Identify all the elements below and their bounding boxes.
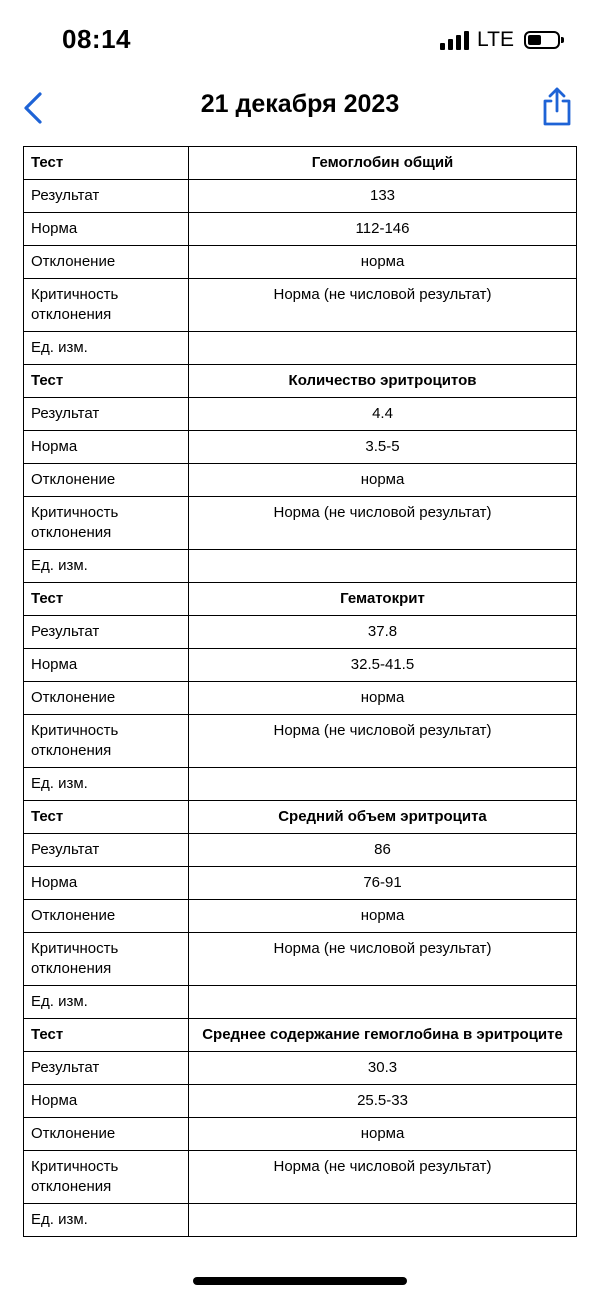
- norm-row-label: Норма: [24, 867, 189, 900]
- norm-row: [24, 431, 577, 464]
- network-label: LTE: [477, 28, 514, 51]
- deviation-row-label: Отклонение: [24, 1118, 189, 1151]
- units-row-value: [189, 768, 577, 801]
- criticality-row-label: Критичность отклонения: [24, 279, 189, 332]
- status-bar: [0, 0, 600, 80]
- test-name-row-value: Количество эритроцитов: [189, 365, 577, 398]
- result-row: [24, 398, 577, 431]
- criticality-row-label: Критичность отклонения: [24, 1151, 189, 1204]
- test-name-row-label: Тест: [24, 801, 189, 834]
- result-row-label: Результат: [24, 398, 189, 431]
- norm-row: [24, 1085, 577, 1118]
- test-name-row-value: Средний объем эритроцита: [189, 801, 577, 834]
- deviation-row-label: Отклонение: [24, 900, 189, 933]
- deviation-row-label: Отклонение: [24, 246, 189, 279]
- deviation-row-value: норма: [189, 464, 577, 497]
- test-name-row: [24, 147, 577, 180]
- test-name-row-label: Тест: [24, 1019, 189, 1052]
- deviation-row-value: норма: [189, 900, 577, 933]
- results-table-container[interactable]: [23, 146, 577, 1244]
- result-row-label: Результат: [24, 616, 189, 649]
- norm-row-label: Норма: [24, 431, 189, 464]
- test-name-row-label: Тест: [24, 147, 189, 180]
- criticality-row: [24, 279, 577, 332]
- deviation-row: [24, 246, 577, 279]
- page-title: 21 декабря 2023: [200, 90, 400, 118]
- norm-row-label: Норма: [24, 213, 189, 246]
- share-icon: [540, 86, 574, 128]
- deviation-row-label: Отклонение: [24, 464, 189, 497]
- share-button[interactable]: [540, 86, 574, 128]
- result-row: [24, 616, 577, 649]
- criticality-row-value: Норма (не числовой результат): [189, 715, 577, 768]
- results-table: [23, 146, 577, 1237]
- deviation-row-value: норма: [189, 246, 577, 279]
- units-row-value: [189, 550, 577, 583]
- deviation-row-value: норма: [189, 1118, 577, 1151]
- norm-row-value: 3.5-5: [189, 431, 577, 464]
- status-indicators: [440, 28, 560, 52]
- result-row: [24, 180, 577, 213]
- units-row: [24, 986, 577, 1019]
- criticality-row-value: Норма (не числовой результат): [189, 933, 577, 986]
- test-name-row: [24, 801, 577, 834]
- norm-row-value: 25.5-33: [189, 1085, 577, 1118]
- test-name-row: [24, 583, 577, 616]
- units-row-value: [189, 1204, 577, 1237]
- result-row-value: 37.8: [189, 616, 577, 649]
- test-name-row: [24, 1019, 577, 1052]
- units-row: [24, 1204, 577, 1237]
- criticality-row: [24, 715, 577, 768]
- result-row-value: 4.4: [189, 398, 577, 431]
- test-name-row-value: Гематокрит: [189, 583, 577, 616]
- norm-row: [24, 867, 577, 900]
- deviation-row-label: Отклонение: [24, 682, 189, 715]
- test-name-row: [24, 365, 577, 398]
- units-row-label: Ед. изм.: [24, 332, 189, 365]
- test-name-row-label: Тест: [24, 583, 189, 616]
- result-row-label: Результат: [24, 180, 189, 213]
- deviation-row: [24, 1118, 577, 1151]
- result-row-value: 30.3: [189, 1052, 577, 1085]
- norm-row: [24, 213, 577, 246]
- norm-row-value: 112-146: [189, 213, 577, 246]
- units-row-value: [189, 986, 577, 1019]
- norm-row-label: Норма: [24, 649, 189, 682]
- criticality-row-value: Норма (не числовой результат): [189, 279, 577, 332]
- units-row-label: Ед. изм.: [24, 550, 189, 583]
- norm-row: [24, 649, 577, 682]
- units-row-label: Ед. изм.: [24, 986, 189, 1019]
- result-row: [24, 1052, 577, 1085]
- units-row-label: Ед. изм.: [24, 768, 189, 801]
- battery-icon: [524, 31, 560, 49]
- result-row-value: 86: [189, 834, 577, 867]
- criticality-row-label: Критичность отклонения: [24, 497, 189, 550]
- result-row-label: Результат: [24, 834, 189, 867]
- navigation-bar: [0, 80, 600, 136]
- criticality-row-label: Критичность отклонения: [24, 715, 189, 768]
- deviation-row: [24, 900, 577, 933]
- criticality-row: [24, 497, 577, 550]
- criticality-row-value: Норма (не числовой результат): [189, 1151, 577, 1204]
- criticality-row: [24, 1151, 577, 1204]
- status-time: 08:14: [62, 24, 131, 54]
- norm-row-value: 76-91: [189, 867, 577, 900]
- deviation-row: [24, 682, 577, 715]
- units-row: [24, 550, 577, 583]
- units-row-label: Ед. изм.: [24, 1204, 189, 1237]
- criticality-row-label: Критичность отклонения: [24, 933, 189, 986]
- norm-row-label: Норма: [24, 1085, 189, 1118]
- deviation-row-value: норма: [189, 682, 577, 715]
- criticality-row: [24, 933, 577, 986]
- test-name-row-label: Тест: [24, 365, 189, 398]
- result-row-value: 133: [189, 180, 577, 213]
- norm-row-value: 32.5-41.5: [189, 649, 577, 682]
- units-row-value: [189, 332, 577, 365]
- test-name-row-value: Гемоглобин общий: [189, 147, 577, 180]
- units-row: [24, 768, 577, 801]
- deviation-row: [24, 464, 577, 497]
- signal-icon: [440, 30, 469, 50]
- result-row-label: Результат: [24, 1052, 189, 1085]
- criticality-row-value: Норма (не числовой результат): [189, 497, 577, 550]
- home-indicator[interactable]: [193, 1277, 407, 1285]
- result-row: [24, 834, 577, 867]
- units-row: [24, 332, 577, 365]
- test-name-row-value: Среднее содержание гемоглобина в эритроците: [189, 1019, 577, 1052]
